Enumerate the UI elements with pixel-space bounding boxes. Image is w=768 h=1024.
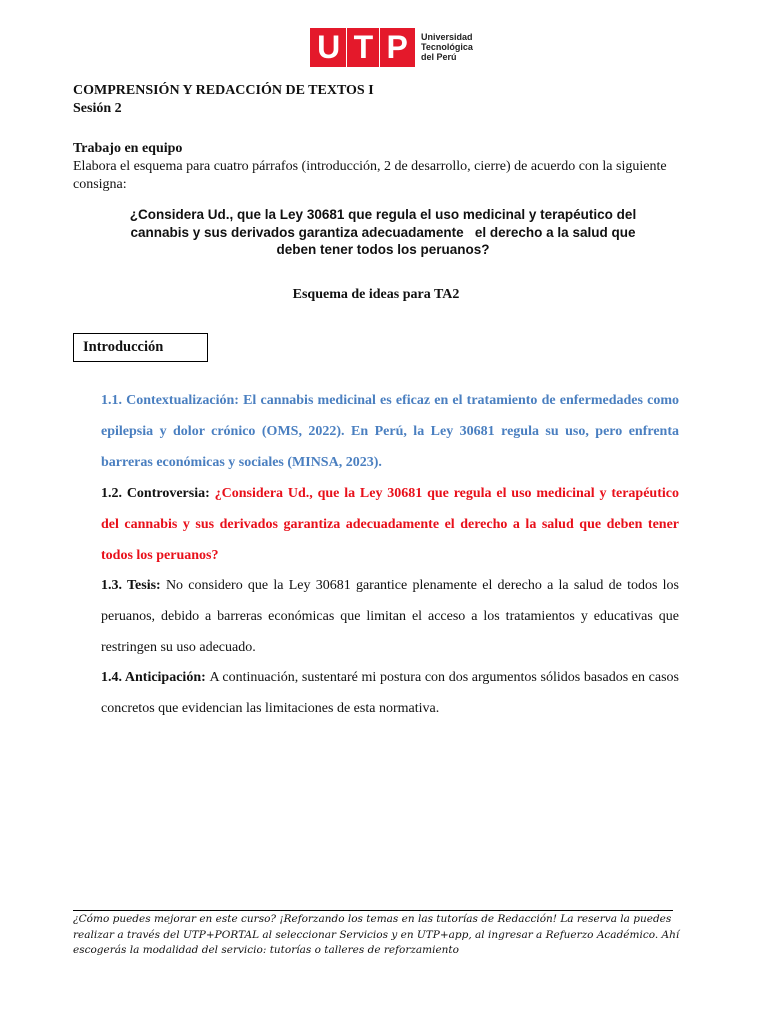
logo-divider — [379, 28, 380, 67]
controversia-text: ¿Considera Ud., que la Ley 30681 que regula el uso medicinal y terapéutico del cannabis y sus derivados garantiza adecuadamente el derecho a la salud que deben tener todos los peruanos? — [101, 486, 679, 563]
guiding-question — [100, 206, 666, 259]
logo-wordmark — [421, 32, 473, 62]
logo-letter-u: U — [317, 28, 341, 65]
anticipacion-label: 1.4. Anticipación: — [101, 670, 210, 685]
task-section — [73, 140, 683, 194]
task-instruction: Elabora el esquema para cuatro párrafos (introducción, 2 de desarrollo, cierre) de acuerdo con la siguiente consigna: — [73, 159, 667, 192]
item-contextualizacion: 1.1. Contextualización: El cannabis medicinal es eficaz en el tratamiento de enfermedades como epilepsia y dolor crónico (OMS, 2022). En Perú, la Ley 30681 regula su uso, pero enfrenta barreras económicas y sociales (MINSA, 2023). — [101, 393, 679, 470]
anticipacion-text: A continuación, sustentaré mi postura con dos argumentos sólidos basados en casos concretos que evidencian las limitaciones de esta normativa. — [101, 670, 680, 716]
scheme-title: Esquema de ideas para TA2 — [292, 287, 460, 302]
session-label: Sesión 2 — [73, 101, 122, 116]
utp-logo — [310, 27, 473, 67]
item-anticipacion — [101, 662, 679, 724]
logo-letter-p: P — [386, 28, 408, 65]
question-line: deben tener todos los peruanos? — [276, 242, 490, 257]
logo-text-line: Universidad — [421, 32, 473, 42]
tesis-label: 1.3. Tesis: — [101, 578, 166, 593]
section-label: Introducción — [83, 339, 164, 355]
footer-note: ¿Cómo puedes mejorar en este curso? ¡Reforzando los temas en las tutorías de Redacción! La reserva la puedes realizar a través del UTP+PORTAL al seleccionar Servicios y en UTP+app, al ingresar a Refuerzo Académico. Ahí escogerás la modalidad del servicio: tutorías o talleres de reforzamiento — [73, 913, 680, 956]
controversia-label: 1.2. Controversia: — [101, 486, 215, 501]
task-title: Trabajo en equipo — [73, 141, 183, 156]
footer-divider — [73, 910, 673, 911]
logo-text-line: del Perú — [421, 52, 457, 62]
logo-text-line: Tecnológica — [421, 42, 473, 52]
item-controversia — [101, 478, 679, 571]
item-tesis — [101, 570, 679, 663]
utp-logo-mark — [310, 28, 415, 67]
logo-divider — [346, 28, 347, 67]
course-title: COMPRENSIÓN Y REDACCIÓN DE TEXTOS I — [73, 83, 374, 98]
question-line: cannabis y sus derivados garantiza adecuadamente el derecho a la salud que — [130, 224, 636, 240]
section-label-box — [73, 333, 208, 362]
course-header — [73, 82, 683, 118]
question-line: ¿Considera Ud., que la Ley 30681 que regula el uso medicinal y terapéutico del — [129, 207, 637, 222]
logo-letter-t: T — [353, 28, 374, 65]
tesis-text: No considero que la Ley 30681 garantice plenamente el derecho a la salud de todos los peruanos, debido a barreras económicas que limitan el acceso a los tratamientos y educativas que restringen su uso adecuado. — [101, 578, 680, 655]
